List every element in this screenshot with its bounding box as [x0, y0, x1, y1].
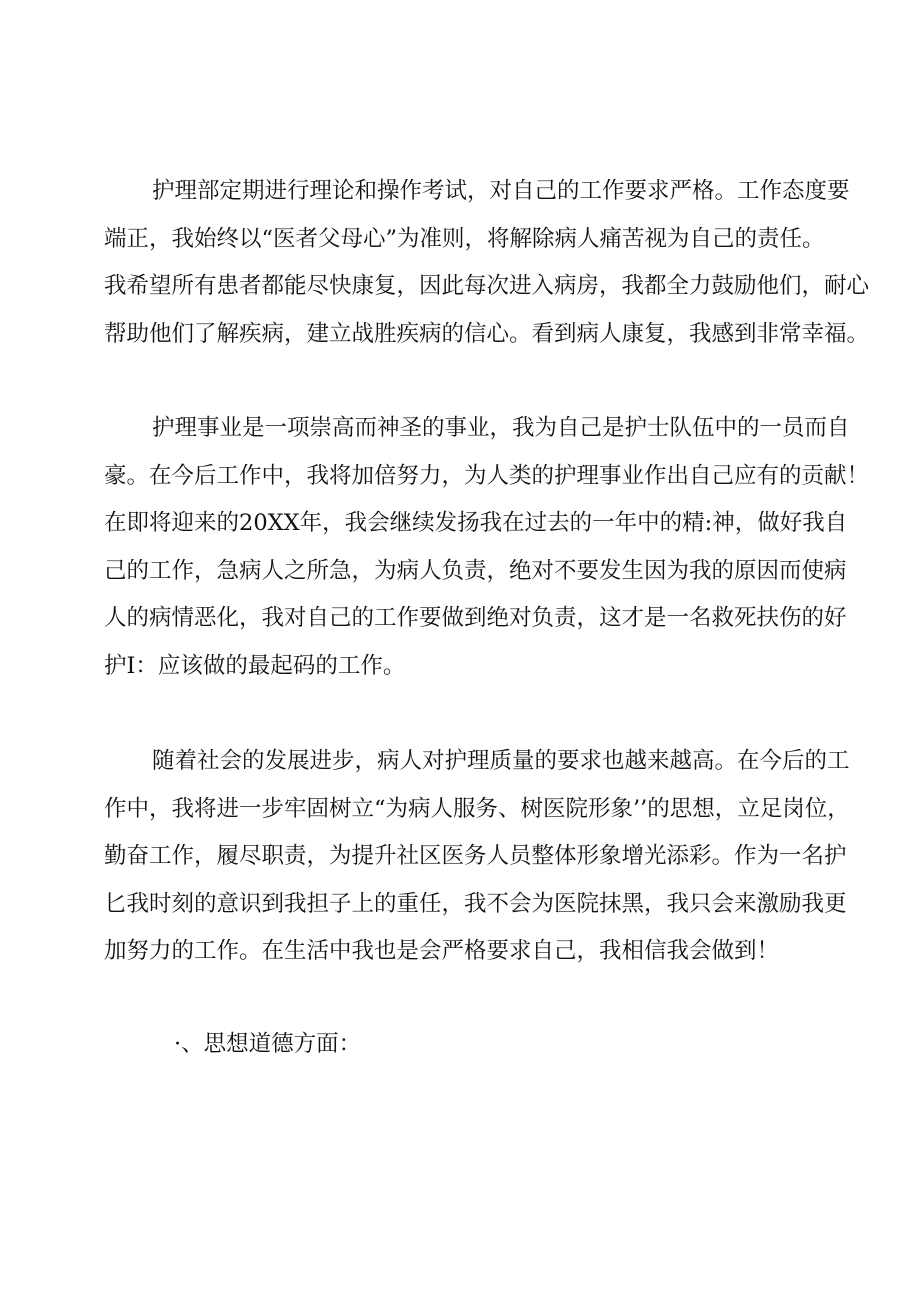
- paragraph-line: 勤奋工作，履尽职责，为提升社区医务人员整体形象增光添彩。作为一名护: [104, 843, 847, 869]
- paragraph-line: 匕我时刻的意识到我担子上的重任，我不会为医院抹黑，我只会来激励我更: [104, 890, 847, 917]
- paragraph-line: 在即将迎来的20XX年，我会继续发扬我在过去的一年中的精:神，做好我自: [104, 510, 848, 536]
- paragraph-nursing-exams: [104, 168, 870, 358]
- paragraph-social-progress: [104, 738, 850, 976]
- paragraph-line: 端正，我始终以“医者父母心”为准则，将解除病人痛苦视为自己的责任。: [104, 225, 825, 252]
- paragraph-nursing-career: [104, 405, 870, 690]
- paragraph-line: 豪。在今后工作中，我将加倍努力，为人类的护理事业作出自己应有的贡献！: [104, 462, 870, 489]
- paragraph-line: 我希望所有患者都能尽快康复，因此每次进入病房，我都全力鼓励他们，耐心: [104, 273, 870, 299]
- paragraph-line: 作中，我将进一步牢固树立“为病人服务、树医院形象’’的思想，立足岗位，: [104, 795, 850, 822]
- paragraph-line: 人的病情恶化，我对自己的工作要做到绝对负责，这才是一名救死扶伤的好: [104, 605, 847, 631]
- paragraph-line: 护理部定期进行理论和操作考试，对自己的工作要求严格。工作态度要: [152, 178, 850, 204]
- paragraph-line: 护I：应该做的最起码的工作。: [104, 652, 406, 679]
- section-heading: ·、思想道德方面：: [174, 1031, 362, 1057]
- paragraph-line: 护理事业是一项崇高而神圣的事业，我为自己是护士队伍中的一员而自: [152, 415, 850, 441]
- paragraph-line: 己的工作，急病人之所急，为病人负责，绝对不要发生因为我的原因而使病: [104, 557, 847, 584]
- paragraph-line: 随着社会的发展进步，病人对护理质量的要求也越来越高。在今后的工: [152, 748, 850, 774]
- paragraph-line: 帮助他们了解疾病，建立战胜疾病的信心。看到病人康复，我感到非常幸福。: [104, 320, 870, 347]
- paragraph-line: 加努力的工作。在生活中我也是会严格要求自己，我相信我会做到！: [104, 938, 780, 964]
